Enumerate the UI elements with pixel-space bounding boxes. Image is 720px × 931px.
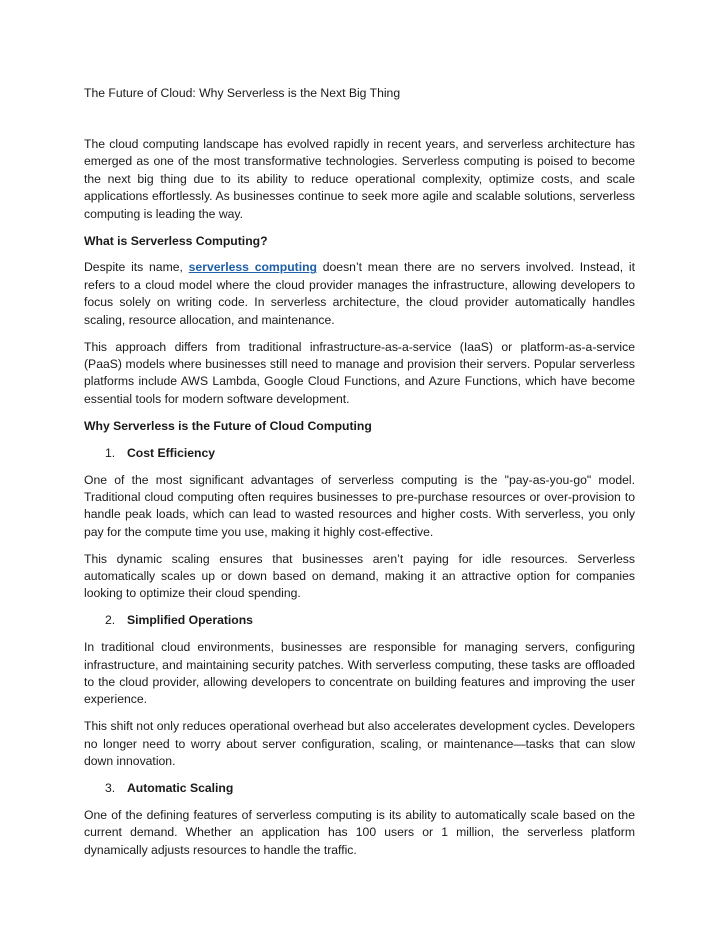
simplified-operations-paragraph-2: This shift not only reduces operational overhead but also accelerates development cycles. Developers no longer need to worry about server configuration, scaling, or maintenance—tasks that can slow down innovation. — [84, 719, 635, 769]
document-body — [84, 136, 635, 869]
simplified-operations-paragraph-1: In traditional cloud environments, businesses are responsible for managing servers, configuring infrastructure, and maintaining security patches. With serverless computing, these tasks are offloaded to the cloud provider, allowing developers to concentrate on building features and improving the user experience. — [84, 640, 635, 707]
list-number: 1. — [105, 445, 116, 460]
list-number: 3. — [105, 781, 116, 796]
list-item-cost-efficiency — [84, 445, 635, 462]
intro-paragraph: The cloud computing landscape has evolved rapidly in recent years, and serverless architecture has emerged as one of the most transformative technologies. Serverless computing is poised to become the next big thing due to its ability to reduce operational complexity, optimize costs, and scale applications effortlessly. As businesses continue to seek more agile and scalable solutions, serverless computing is leading the way. — [84, 137, 635, 221]
automatic-scaling-paragraph-1: One of the defining features of serverless computing is its ability to automatically scale based on the current demand. Whether an application has 100 users or 1 million, the serverless platform dynamically adjusts resources to handle the traffic. — [84, 808, 635, 857]
list-item-title: Cost Efficiency — [127, 445, 216, 460]
cost-efficiency-paragraph-1: One of the most significant advantages of serverless computing is the "pay-as-you-go" model. Traditional cloud computing often requires businesses to pre-purchase resources or over-provision to handle peak loads, which can lead to wasted resources and higher costs. With serverless, you only pay for the compute time you use, making it highly cost-effective. — [84, 472, 635, 539]
cost-efficiency-paragraph-2: This dynamic scaling ensures that businesses aren’t paying for idle resources. Serverless automatically scales up or down based on demand, making it an attractive option for companies looking to optimize their cloud spending. — [84, 551, 635, 601]
section1-paragraph-1 — [84, 259, 635, 329]
section1-paragraph-2: This approach differs from traditional infrastructure-as-a-service (IaaS) or platform-as-a-service (PaaS) models where businesses still need to manage and provision their servers. Popular serverless platforms include AWS Lambda, Google Cloud Functions, and Azure Functions, which have become essential tools for modern software development. — [84, 339, 635, 406]
serverless-computing-link[interactable]: serverless computing — [188, 260, 317, 275]
document-title: The Future of Cloud: Why Serverless is the Next Big Thing — [84, 86, 401, 100]
list-item-automatic-scaling — [84, 780, 635, 797]
list-number: 2. — [105, 613, 116, 628]
list-item-simplified-operations — [84, 612, 635, 629]
list-item-title: Simplified Operations — [127, 613, 253, 628]
section-heading-what-is-serverless: What is Serverless Computing? — [84, 233, 268, 248]
list-item-title: Automatic Scaling — [127, 781, 234, 796]
section1-p1-before: Despite its name, — [84, 260, 189, 275]
section-heading-why-serverless: Why Serverless is the Future of Cloud Computing — [84, 418, 372, 433]
section1-p1-after: doesn’t mean there are no servers involved. Instead, it refers to a cloud model where the cloud provider manages the infrastructure, allowing developers to focus solely on writing code. In serverless architecture, the cloud provider automatically handles scaling, resource allocation, and maintenance. — [84, 260, 635, 327]
